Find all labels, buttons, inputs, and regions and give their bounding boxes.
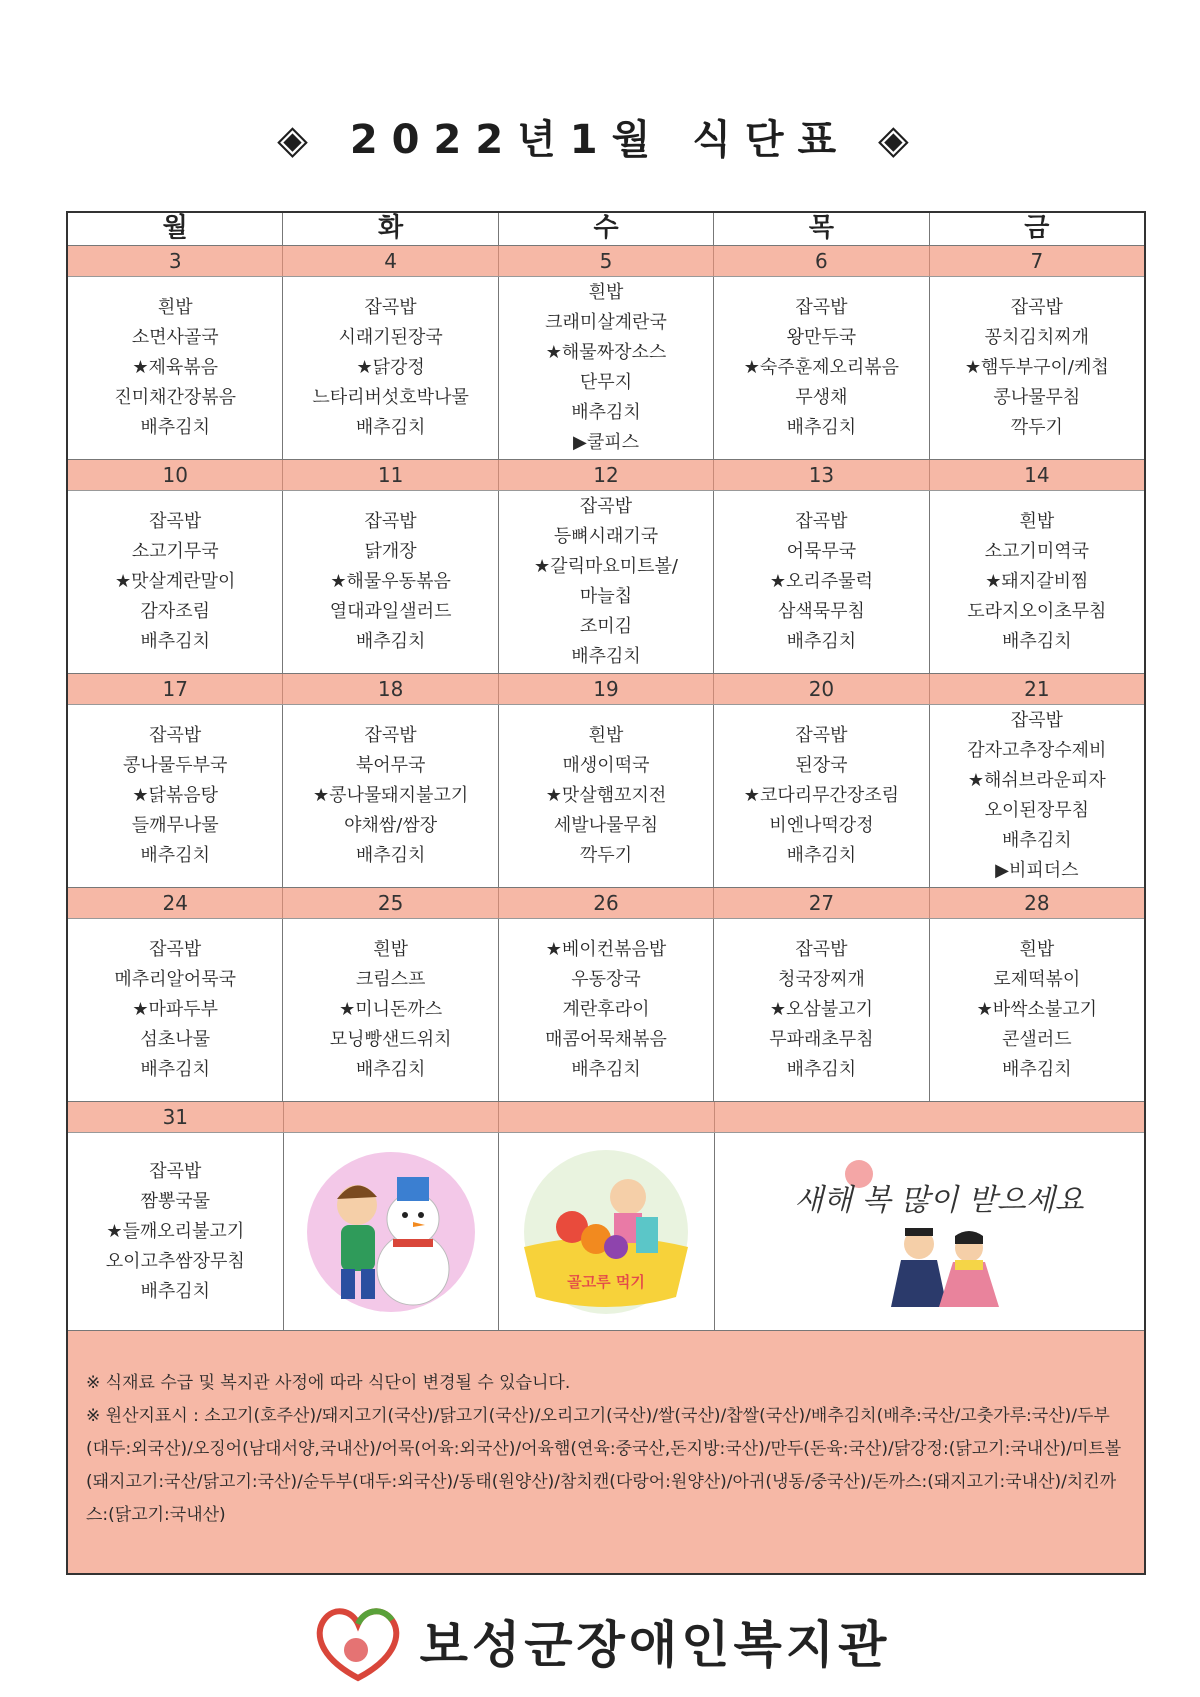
date-cell: 11 bbox=[282, 460, 497, 490]
date-cell: 10 bbox=[162, 463, 188, 487]
date-cell: 19 bbox=[498, 674, 713, 704]
menu-item: ★베이컨볶음밥 bbox=[545, 939, 667, 960]
menu-cell bbox=[282, 491, 497, 673]
menu-item: 배추김치 bbox=[140, 1059, 210, 1080]
menu-item: ★해쉬브라운피자 bbox=[967, 770, 1106, 791]
menu-item: 잡곡밥 bbox=[149, 1160, 202, 1182]
menu-item: 메추리알어묵국 bbox=[114, 969, 237, 990]
menu-item: 흰밥 bbox=[1019, 511, 1055, 532]
menu-cell bbox=[929, 491, 1144, 673]
menu-cell bbox=[713, 491, 928, 673]
menu-item: 된장국 bbox=[795, 755, 848, 776]
menu-cell bbox=[68, 1133, 283, 1330]
menu-item: 짬뽕국물 bbox=[140, 1190, 211, 1212]
menu-cell bbox=[68, 705, 282, 887]
badge-text: 골고루 먹기 bbox=[567, 1272, 646, 1291]
menu-item: 들깨무나물 bbox=[131, 815, 219, 836]
menu-cell bbox=[68, 277, 282, 459]
menu-item: ★해물짜장소스 bbox=[545, 342, 667, 363]
menu-item: 열대과일샐러드 bbox=[329, 601, 452, 622]
weekday-mon: 월 bbox=[162, 213, 188, 243]
menu-item: ★맛살계란말이 bbox=[114, 571, 236, 592]
menu-cell bbox=[713, 277, 928, 459]
menu-item: 야채쌈/쌈장 bbox=[344, 815, 438, 836]
menu-item: 배추김치 bbox=[1002, 830, 1072, 851]
date-cell: 5 bbox=[498, 246, 713, 276]
menu-item: ★갈릭마요미트볼/ bbox=[534, 556, 678, 577]
menu-item: 소고기무국 bbox=[131, 541, 219, 562]
menu-item: 잡곡밥 bbox=[579, 496, 633, 517]
menu-item: 닭개장 bbox=[364, 541, 417, 562]
weekday-tue: 화 bbox=[282, 213, 497, 245]
menu-item: 시래기된장국 bbox=[338, 327, 443, 348]
menu-item: 느타리버섯호박나물 bbox=[312, 387, 469, 408]
menu-item: 잡곡밥 bbox=[1010, 297, 1063, 318]
menu-item: ★해물우동볶음 bbox=[330, 571, 451, 592]
notice-box bbox=[68, 1331, 1144, 1573]
menu-item: 비엔나떡강정 bbox=[769, 815, 874, 836]
date-cell: 12 bbox=[498, 460, 713, 490]
menu-item: 크림스프 bbox=[355, 969, 426, 990]
menu-item: 어묵무국 bbox=[786, 541, 857, 562]
menu-item: 계란후라이 bbox=[562, 999, 650, 1020]
menu-item: 배추김치 bbox=[140, 631, 210, 652]
menu-item: 흰밥 bbox=[157, 297, 193, 318]
date-row bbox=[68, 1102, 1144, 1133]
menu-row bbox=[68, 1133, 1144, 1331]
date-cell: 31 bbox=[162, 1105, 189, 1129]
weekday-wed: 수 bbox=[498, 213, 713, 245]
menu-item: 잡곡밥 bbox=[149, 511, 202, 532]
menu-item: 로제떡볶이 bbox=[993, 969, 1081, 990]
menu-item: 배추김치 bbox=[140, 845, 210, 866]
menu-item: 우동장국 bbox=[571, 969, 641, 990]
menu-item: 잡곡밥 bbox=[364, 511, 417, 532]
menu-item: 감자조림 bbox=[140, 601, 210, 622]
menu-item: ★바싹소불고기 bbox=[976, 999, 1098, 1020]
date-cell: 21 bbox=[929, 674, 1144, 704]
menu-item: 배추김치 bbox=[355, 845, 426, 866]
menu-item: 삼색묵무침 bbox=[777, 601, 865, 622]
menu-item: 잡곡밥 bbox=[149, 939, 202, 960]
date-cell: 14 bbox=[929, 460, 1144, 490]
menu-cell bbox=[282, 705, 497, 887]
date-cell: 17 bbox=[162, 677, 188, 701]
menu-cell bbox=[498, 705, 713, 887]
menu-item: ★오리주물럭 bbox=[769, 571, 873, 592]
menu-row bbox=[68, 277, 1144, 460]
menu-cell bbox=[498, 919, 713, 1101]
menu-item: 배추김치 bbox=[786, 1059, 857, 1080]
menu-item: 흰밥 bbox=[588, 282, 624, 303]
greeting-image bbox=[769, 1152, 1089, 1312]
menu-item: ★제육볶음 bbox=[132, 357, 219, 378]
menu-item: 잡곡밥 bbox=[149, 725, 202, 746]
notice-change-line: ※ 식재료 수급 및 복지관 사정에 따라 식단이 변경될 수 있습니다. bbox=[86, 1373, 571, 1393]
menu-cell bbox=[929, 705, 1144, 887]
menu-item: 크래미살계란국 bbox=[545, 312, 667, 333]
date-row bbox=[68, 888, 1144, 919]
menu-item: 배추김치 bbox=[355, 631, 426, 652]
menu-item: 콩나물무침 bbox=[993, 387, 1081, 408]
menu-item: 오이고추쌈장무침 bbox=[105, 1250, 245, 1272]
menu-item: 배추김치 bbox=[355, 417, 426, 438]
menu-item: 조미김 bbox=[579, 616, 633, 637]
menu-item: ★닭볶음탕 bbox=[132, 785, 219, 806]
menu-item: 청국장찌개 bbox=[777, 969, 865, 990]
menu-item: 배추김치 bbox=[1002, 631, 1072, 652]
menu-cell bbox=[498, 491, 713, 673]
menu-item: ★햄두부구이/케첩 bbox=[964, 357, 1109, 378]
menu-item: 배추김치 bbox=[571, 646, 641, 667]
menu-cell bbox=[498, 277, 713, 459]
menu-item: 마늘칩 bbox=[579, 586, 633, 607]
menu-item: 소고기미역국 bbox=[984, 541, 1089, 562]
weekday-thu: 목 bbox=[713, 213, 928, 245]
date-cell: 6 bbox=[713, 246, 928, 276]
date-cell-empty bbox=[714, 1102, 1144, 1132]
date-row bbox=[68, 246, 1144, 277]
menu-item: 잡곡밥 bbox=[1010, 710, 1063, 731]
menu-item: 왕만두국 bbox=[786, 327, 857, 348]
menu-item: 콩나물두부국 bbox=[123, 755, 228, 776]
menu-row bbox=[68, 491, 1144, 674]
menu-item: 무생채 bbox=[795, 387, 848, 408]
menu-item: 콘샐러드 bbox=[1002, 1029, 1072, 1050]
menu-item: 잡곡밥 bbox=[795, 725, 848, 746]
menu-item: ▶쿨피스 bbox=[573, 432, 640, 453]
date-row bbox=[68, 460, 1144, 491]
vegetables-image bbox=[516, 1147, 696, 1317]
menu-cell bbox=[68, 491, 282, 673]
menu-row bbox=[68, 919, 1144, 1102]
eat-evenly-illustration bbox=[498, 1133, 714, 1330]
menu-item: ★맛살햄꼬지전 bbox=[545, 785, 667, 806]
weekday-fri: 금 bbox=[929, 213, 1144, 245]
menu-item: 도라지오이초무침 bbox=[967, 601, 1107, 622]
menu-item: 잡곡밥 bbox=[364, 725, 417, 746]
menu-item: 흰밥 bbox=[1019, 939, 1055, 960]
date-cell: 7 bbox=[929, 246, 1144, 276]
menu-item: 흰밥 bbox=[373, 939, 408, 960]
menu-cell bbox=[282, 919, 497, 1101]
org-logo-icon bbox=[310, 1598, 406, 1684]
menu-item: ★숙주훈제오리볶음 bbox=[743, 357, 900, 378]
menu-item: 오이된장무침 bbox=[984, 800, 1089, 821]
date-cell: 13 bbox=[713, 460, 928, 490]
notice-origin-line: ※ 원산지표시 : 소고기(호주산)/돼지고기(국산)/닭고기(국산)/오리고기(국산)/쌀(국산)/찹쌀(국산)/배추김치(배추:국산/고춧가루:국산)/두부(대두:외국산)/오징어(남대서양,국내산)/어묵(어육:외국산)/어육햄(연육:중국산,돈지방:국산)/만두(돈육:국산)/닭강정:(닭고기:국내산)/미트볼(돼지고기:국산/닭고기:국산)/순두부(대두:외국산)/동태(원양산)/참치캔(다랑어:원양산)/아귀(냉동/중국산)/돈까스:(돼지고기:국내산)/치킨까스:(닭고기:국내산) bbox=[86, 1406, 1122, 1525]
snowman-image bbox=[301, 1147, 481, 1317]
menu-item: 깍두기 bbox=[579, 845, 633, 866]
menu-item: 모닝빵샌드위치 bbox=[329, 1029, 452, 1050]
menu-item: 매콤어묵채볶음 bbox=[545, 1029, 667, 1050]
menu-item: 단무지 bbox=[579, 372, 633, 393]
menu-item: 배추김치 bbox=[140, 1280, 211, 1302]
menu-item: ★마파두부 bbox=[132, 999, 219, 1020]
menu-cell bbox=[929, 277, 1144, 459]
menu-item: 잡곡밥 bbox=[795, 511, 848, 532]
menu-item: 무파래초무침 bbox=[769, 1029, 874, 1050]
date-cell-empty bbox=[498, 1102, 714, 1132]
date-cell: 20 bbox=[713, 674, 928, 704]
menu-cell bbox=[713, 919, 928, 1101]
menu-item: ★돼지갈비찜 bbox=[985, 571, 1089, 592]
menu-item: 배추김치 bbox=[140, 417, 210, 438]
menu-item: 꽁치김치찌개 bbox=[984, 327, 1089, 348]
snowman-illustration bbox=[283, 1133, 499, 1330]
menu-item: 잡곡밥 bbox=[795, 297, 848, 318]
date-cell: 18 bbox=[282, 674, 497, 704]
menu-item: 배추김치 bbox=[355, 1059, 426, 1080]
menu-item: 배추김치 bbox=[786, 845, 857, 866]
weekday-header-row bbox=[68, 213, 1144, 246]
org-name: 보성군장애인복지관 bbox=[419, 1616, 891, 1674]
menu-item: ★코다리무간장조림 bbox=[743, 785, 900, 806]
menu-item: ★미니돈까스 bbox=[339, 999, 443, 1020]
menu-item: 진미채간장볶음 bbox=[114, 387, 237, 408]
menu-item: 잡곡밥 bbox=[795, 939, 848, 960]
menu-item: 세발나물무침 bbox=[553, 815, 659, 836]
menu-item: 배추김치 bbox=[1002, 1059, 1072, 1080]
date-cell: 4 bbox=[282, 246, 497, 276]
menu-item: 감자고추장수제비 bbox=[967, 740, 1107, 761]
menu-item: ★닭강정 bbox=[356, 357, 425, 378]
menu-item: 소면사골국 bbox=[131, 327, 219, 348]
menu-item: 배추김치 bbox=[786, 631, 857, 652]
menu-item: 북어무국 bbox=[355, 755, 426, 776]
menu-item: ★콩나물돼지불고기 bbox=[312, 785, 469, 806]
menu-calendar bbox=[66, 211, 1146, 1575]
menu-item: 등뼈시래기국 bbox=[553, 526, 659, 547]
date-cell-empty bbox=[283, 1102, 499, 1132]
greeting-text: 새해 복 많이 받으세요 bbox=[794, 1182, 1085, 1218]
menu-item: 매생이떡국 bbox=[562, 755, 650, 776]
date-cell: 28 bbox=[929, 888, 1144, 918]
menu-cell bbox=[68, 919, 282, 1101]
date-cell: 24 bbox=[162, 891, 188, 915]
menu-item: 깍두기 bbox=[1010, 417, 1063, 438]
date-cell: 25 bbox=[282, 888, 497, 918]
date-cell: 26 bbox=[498, 888, 713, 918]
menu-cell bbox=[713, 705, 928, 887]
footer bbox=[0, 1598, 1200, 1684]
date-cell: 3 bbox=[168, 249, 182, 273]
menu-item: ▶비피더스 bbox=[995, 860, 1079, 881]
menu-item: 흰밥 bbox=[588, 725, 624, 746]
menu-item: ★오삼불고기 bbox=[769, 999, 873, 1020]
page-title: ◈ 2022년1월 식단표 ◈ bbox=[277, 117, 923, 163]
menu-cell bbox=[929, 919, 1144, 1101]
date-row bbox=[68, 674, 1144, 705]
menu-item: 배추김치 bbox=[786, 417, 857, 438]
menu-item: 배추김치 bbox=[571, 402, 641, 423]
menu-item: 잡곡밥 bbox=[364, 297, 417, 318]
new-year-greeting-illustration bbox=[714, 1133, 1144, 1330]
date-cell: 27 bbox=[713, 888, 928, 918]
menu-item: ★들깨오리불고기 bbox=[106, 1220, 245, 1242]
menu-item: 섬초나물 bbox=[140, 1029, 210, 1050]
menu-row bbox=[68, 705, 1144, 888]
menu-item: 배추김치 bbox=[571, 1059, 641, 1080]
menu-cell bbox=[282, 277, 497, 459]
